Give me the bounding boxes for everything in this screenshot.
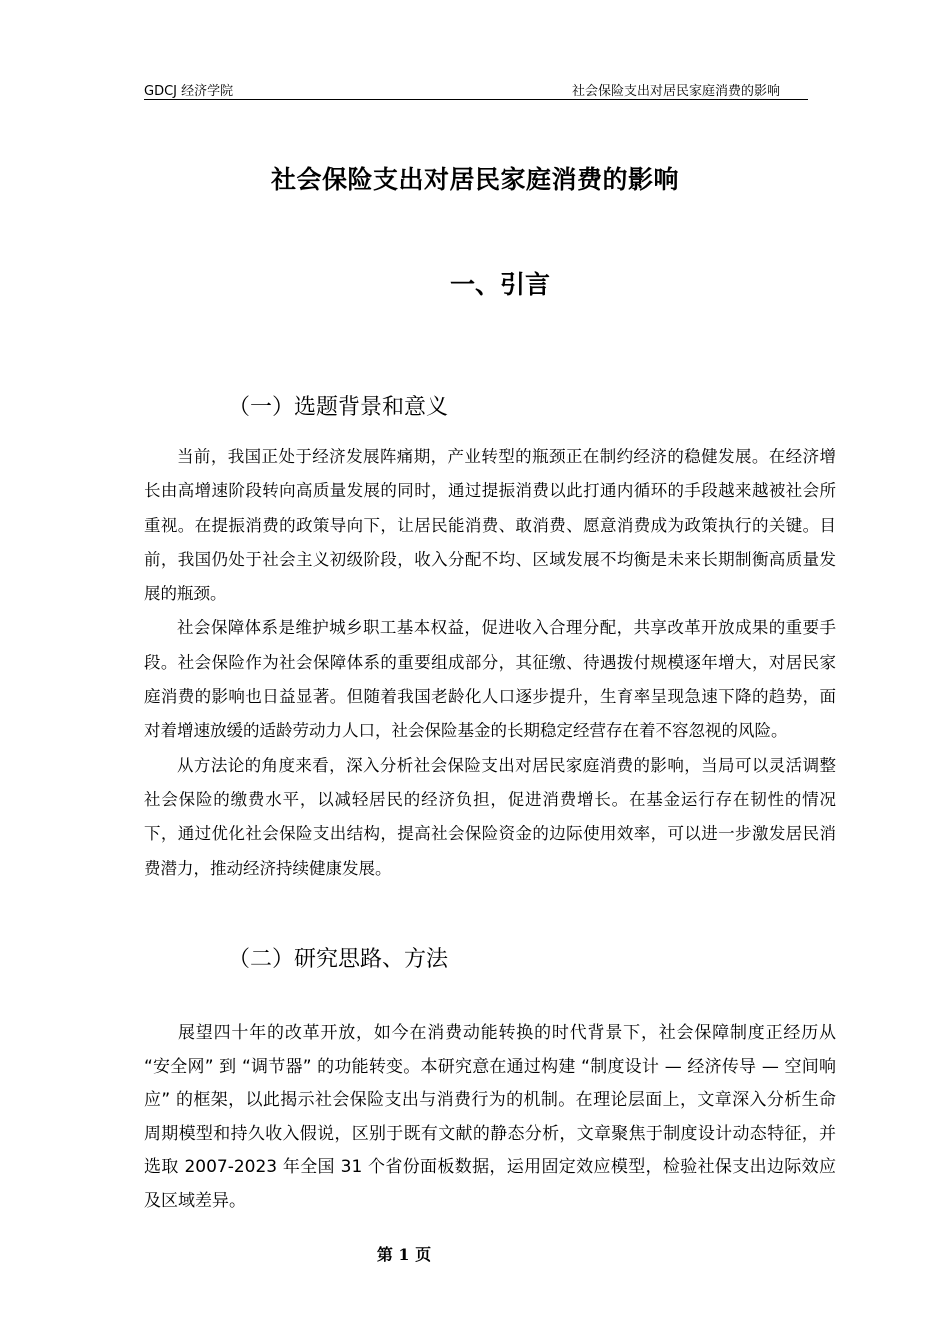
paragraph: 展望四十年的改革开放，如今在消费动能转换的时代背景下，社会保障制度正经历从 “安全网” 到 “调节器” 的功能转变。本研究意在通过构建 “制度设计 — 经济传导 — 空间响应” 的框架，以此揭示社会保险支出与消费行为的机制。在理论层面上，文章深入分析生命周期模型和持久收入假说，区别于既有文献的静态分析，文章聚焦于制度设计动态特征，并选取 2007-2023 年全国 31 个省份面板数据，运用固定效应模型，检验社保支出边际效应及区域差异。 bbox=[144, 1023, 836, 1211]
section-body-method bbox=[144, 1017, 836, 1218]
section-heading-background: （一）选题背景和意义 bbox=[228, 395, 449, 420]
header-right-text: 社会保险支出对居民家庭消费的影响 bbox=[571, 84, 780, 99]
paragraph: 当前，我国正处于经济发展阵痛期，产业转型的瓶颈正在制约经济的稳健发展。在经济增长由高增速阶段转向高质量发展的同时，通过提振消费以此打通内循环的手段越来越被社会所重视。在提振消费的政策导向下，让居民能消费、敢消费、愿意消费成为政策执行的关键。目前，我国仍处于社会主义初级阶段，收入分配不均、区域发展不均衡是未来长期制衡高质量发展的瓶颈。 bbox=[144, 447, 836, 604]
page-number: 第 1 页 bbox=[376, 1245, 432, 1264]
section-body-background bbox=[144, 440, 836, 886]
chapter-heading: 一、引言 bbox=[449, 270, 550, 299]
header-left-text: GDCJ 经济学院 bbox=[144, 84, 234, 99]
document-title: 社会保险支出对居民家庭消费的影响 bbox=[270, 165, 679, 194]
paragraph: 从方法论的角度来看，深入分析社会保险支出对居民家庭消费的影响，当局可以灵活调整社会保险的缴费水平，以减轻居民的经济负担，促进消费增长。在基金运行存在韧性的情况下，通过优化社会保险支出结构，提高社会保险资金的边际使用效率，可以进一步激发居民消费潜力，推动经济持续健康发展。 bbox=[144, 755, 836, 878]
paragraph: 社会保障体系是维护城乡职工基本权益，促进收入合理分配，共享改革开放成果的重要手段。社会保险作为社会保障体系的重要组成部分，其征缴、待遇拨付规模逐年增大，对居民家庭消费的影响也日益显著。但随着我国老龄化人口逐步提升，生育率呈现急速下降的趋势，面对着增速放缓的适龄劳动力人口，社会保险基金的长期稳定经营存在着不容忽视的风险。 bbox=[144, 618, 836, 741]
section-heading-method: （二）研究思路、方法 bbox=[228, 947, 449, 972]
page-header bbox=[144, 79, 808, 100]
